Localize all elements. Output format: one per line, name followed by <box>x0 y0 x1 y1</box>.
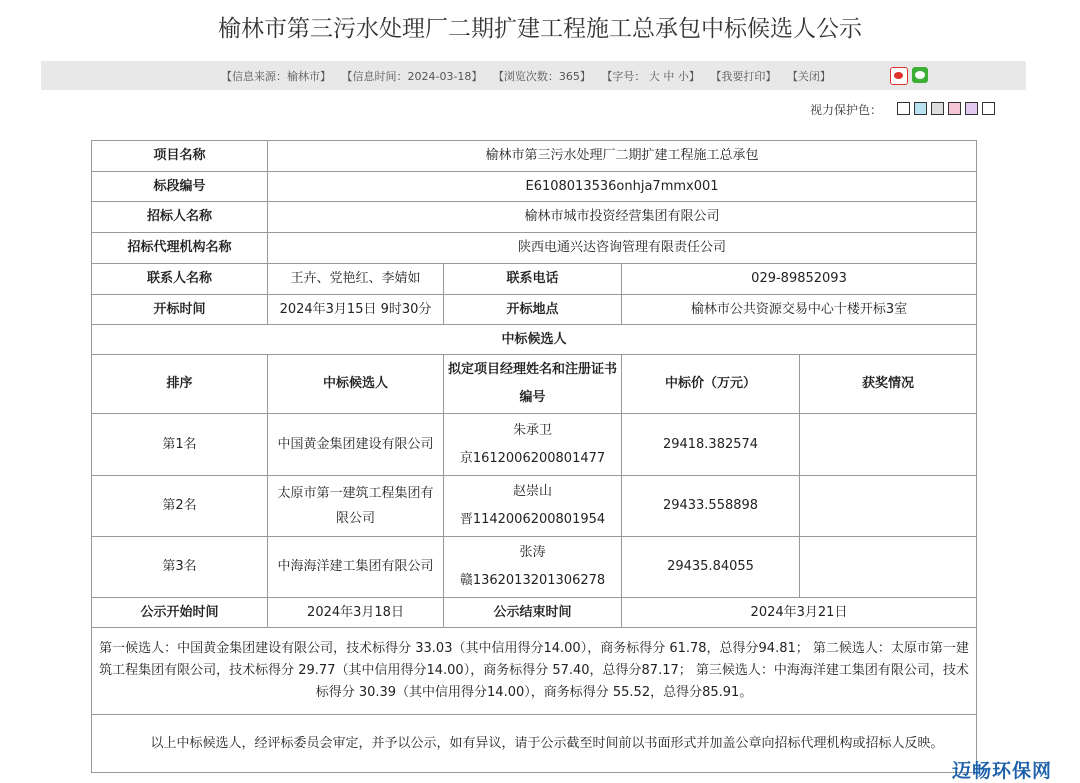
project-name-label: 项目名称 <box>92 141 268 172</box>
scores-summary: 第一候选人：中国黄金集团建设有限公司，技术标得分 33.03（其中信用得分14.00），商务标得分 61.78，总得分94.81； 第二候选人：太原市第一建筑工程集团有限公司，技术标得分 29.77（其中信用得分14.00），商务标得分 57.40，总得分87.17； 第三候选人：中海海洋建工集团有限公司，技术标得分 30.39（其中信用得分14.00），商务标得分 55.52，总得分85.91。 <box>92 628 977 715</box>
phone-label: 联系电话 <box>444 264 622 295</box>
manager-cert: 赣1362013201306278 <box>459 573 606 588</box>
table-row <box>92 715 977 773</box>
open-time-value: 2024年3月15日 9时30分 <box>268 295 444 325</box>
candidates-title: 中标候选人 <box>92 325 977 355</box>
table-row <box>92 628 977 715</box>
open-place-label: 开标地点 <box>444 295 622 325</box>
table-header-row <box>92 355 977 414</box>
color-swatch-purple[interactable] <box>965 102 978 115</box>
candidate-rank: 第3名 <box>92 537 268 598</box>
color-swatch-white-2[interactable] <box>982 102 995 115</box>
manager-cert: 京1612006200801477 <box>459 450 606 466</box>
candidate-awards <box>800 414 977 476</box>
candidate-name: 太原市第一建筑工程集团有限公司 <box>268 476 444 537</box>
site-watermark: 迈畅环保网 <box>952 760 1053 782</box>
candidate-header: 中标候选人 <box>268 355 444 414</box>
manager-name: 朱承卫 <box>512 422 552 438</box>
candidate-price: 29435.84055 <box>622 537 800 598</box>
candidate-price: 29418.382574 <box>622 414 800 476</box>
bid-result-table <box>91 140 977 773</box>
info-bar <box>41 61 1026 90</box>
close-link[interactable]: 【关闭】 <box>786 70 831 83</box>
phone-value: 029-89852093 <box>622 264 977 295</box>
page-title: 榆林市第三污水处理厂二期扩建工程施工总承包中标候选人公示 <box>218 16 862 42</box>
contact-value: 王卉、党艳红、李婧如 <box>268 264 444 295</box>
objection-notice: 以上中标候选人，经评标委员会审定，并予以公示，如有异议，请于公示截至时间前以书面形式并加盖公章向招标代理机构或招标人反映。 <box>92 715 977 773</box>
project-name-value: 榆林市第三污水处理厂二期扩建工程施工总承包 <box>268 141 977 172</box>
table-row <box>92 325 977 355</box>
candidate-name: 中海海洋建工集团有限公司 <box>268 537 444 598</box>
candidate-manager <box>444 476 622 537</box>
color-swatch-white[interactable] <box>897 102 910 115</box>
rank-header: 排序 <box>92 355 268 414</box>
candidate-price: 29433.558898 <box>622 476 800 537</box>
candidate-name: 中国黄金集团建设有限公司 <box>268 414 444 476</box>
tenderer-value: 榆林市城市投资经营集团有限公司 <box>268 202 977 233</box>
section-no-label: 标段编号 <box>92 172 268 202</box>
table-row <box>92 233 977 264</box>
table-row <box>92 264 977 295</box>
eye-protect-label: 视力保护色： <box>810 103 883 117</box>
candidate-rank: 第2名 <box>92 476 268 537</box>
manager-header: 拟定项目经理姓名和注册证书编号 <box>444 355 622 414</box>
eye-protect-swatches <box>897 102 999 121</box>
candidate-awards <box>800 476 977 537</box>
table-row <box>92 202 977 233</box>
candidate-manager <box>444 537 622 598</box>
agency-label: 招标代理机构名称 <box>92 233 268 264</box>
info-source: 【信息来源：榆林市】 <box>221 70 331 83</box>
manager-name: 赵崇山 <box>512 484 552 499</box>
wechat-icon[interactable] <box>912 67 928 83</box>
table-row <box>92 476 977 537</box>
publicity-start-value: 2024年3月18日 <box>268 598 444 628</box>
table-row <box>92 141 977 172</box>
manager-name: 张涛 <box>519 545 546 560</box>
section-no-value: E6108013536onhja7mmx001 <box>268 172 977 202</box>
open-place-value: 榆林市公共资源交易中心十楼开标3室 <box>622 295 977 325</box>
color-swatch-pink[interactable] <box>948 102 961 115</box>
candidate-manager <box>444 414 622 476</box>
publicity-end-label: 公示结束时间 <box>444 598 622 628</box>
font-size-control[interactable]: 【字号： 大 中 小】 <box>601 70 700 83</box>
view-count: 【浏览次数：365】 <box>492 70 591 83</box>
table-row <box>92 598 977 628</box>
awards-header: 获奖情况 <box>800 355 977 414</box>
publicity-end-value: 2024年3月21日 <box>622 598 977 628</box>
table-row <box>92 414 977 476</box>
publicity-start-label: 公示开始时间 <box>92 598 268 628</box>
color-swatch-blue[interactable] <box>914 102 927 115</box>
contact-label: 联系人名称 <box>92 264 268 295</box>
color-swatch-gray[interactable] <box>931 102 944 115</box>
table-row <box>92 172 977 202</box>
tenderer-label: 招标人名称 <box>92 202 268 233</box>
weibo-icon[interactable] <box>890 67 908 85</box>
candidate-awards <box>800 537 977 598</box>
price-header: 中标价（万元） <box>622 355 800 414</box>
manager-cert: 晋1142006200801954 <box>459 512 606 527</box>
open-time-label: 开标时间 <box>92 295 268 325</box>
info-time: 【信息时间：2024-03-18】 <box>341 70 483 83</box>
print-link[interactable]: 【我要打印】 <box>710 70 777 83</box>
table-row <box>92 537 977 598</box>
table-row <box>92 295 977 325</box>
candidate-rank: 第1名 <box>92 414 268 476</box>
agency-value: 陕西电通兴达咨询管理有限责任公司 <box>268 233 977 264</box>
